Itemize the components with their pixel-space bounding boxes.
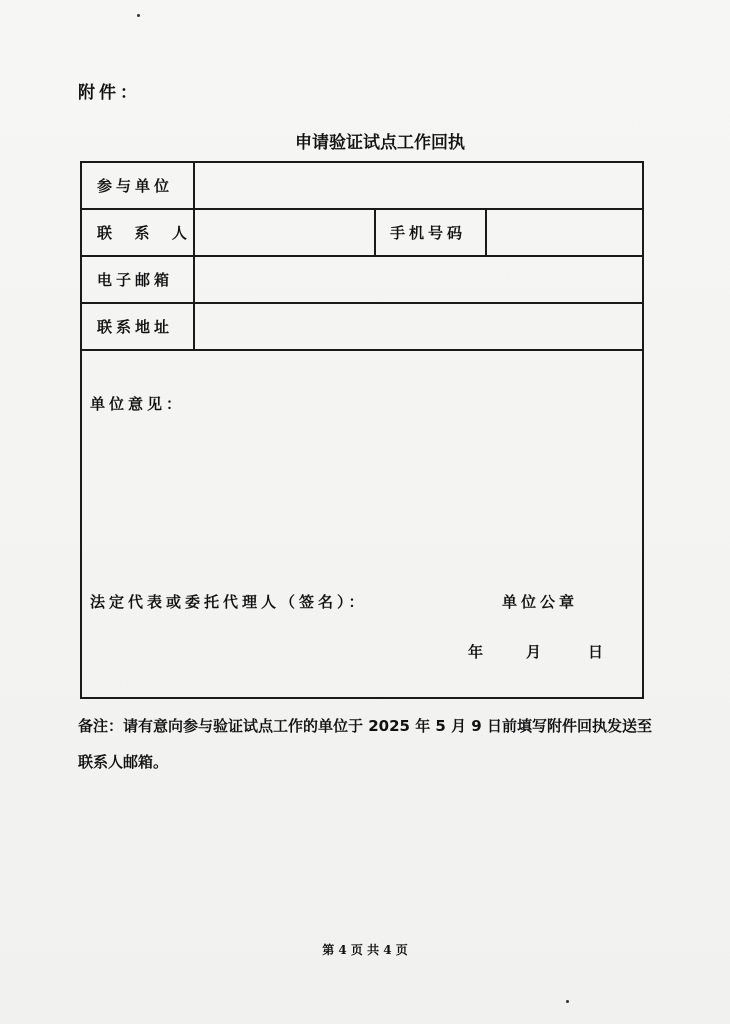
attachment-label: 附件：	[78, 83, 141, 103]
signature-label: 法定代表或委托代理人（签名）：	[90, 593, 368, 611]
contact-person-field[interactable]	[195, 210, 384, 255]
remark-note: 备注：请有意向参与验证试点工作的单位于 2025 年 5 月 9 日前填写附件回执发送至联系人邮箱。	[78, 717, 652, 771]
receipt-form-table	[80, 161, 644, 699]
email-field[interactable]	[195, 257, 642, 302]
participating-unit-field[interactable]	[195, 163, 642, 208]
address-label: 联系地址	[82, 304, 195, 349]
row-contact-person	[82, 210, 642, 257]
email-label: 电子邮箱	[82, 257, 195, 302]
contact-person-label: 联 系 人	[82, 210, 195, 255]
mobile-field[interactable]	[487, 210, 642, 255]
date-month-label: 月	[526, 643, 542, 661]
row-email	[82, 257, 642, 304]
row-address	[82, 304, 642, 351]
scan-speck	[137, 14, 140, 17]
mobile-label: 手机号码	[374, 210, 487, 255]
row-participating-unit	[82, 163, 642, 210]
unit-seal-label: 单位公章	[502, 593, 579, 611]
unit-opinion-label: 单位意见：	[90, 395, 186, 413]
scan-speck	[566, 1000, 569, 1003]
address-field[interactable]	[195, 304, 642, 349]
page-number: 第 4 页 共 4 页	[322, 943, 408, 957]
participating-unit-label: 参与单位	[82, 163, 195, 208]
date-day-label: 日	[588, 643, 604, 661]
date-year-label: 年	[468, 643, 484, 661]
form-title: 申请验证试点工作回执	[295, 133, 465, 153]
